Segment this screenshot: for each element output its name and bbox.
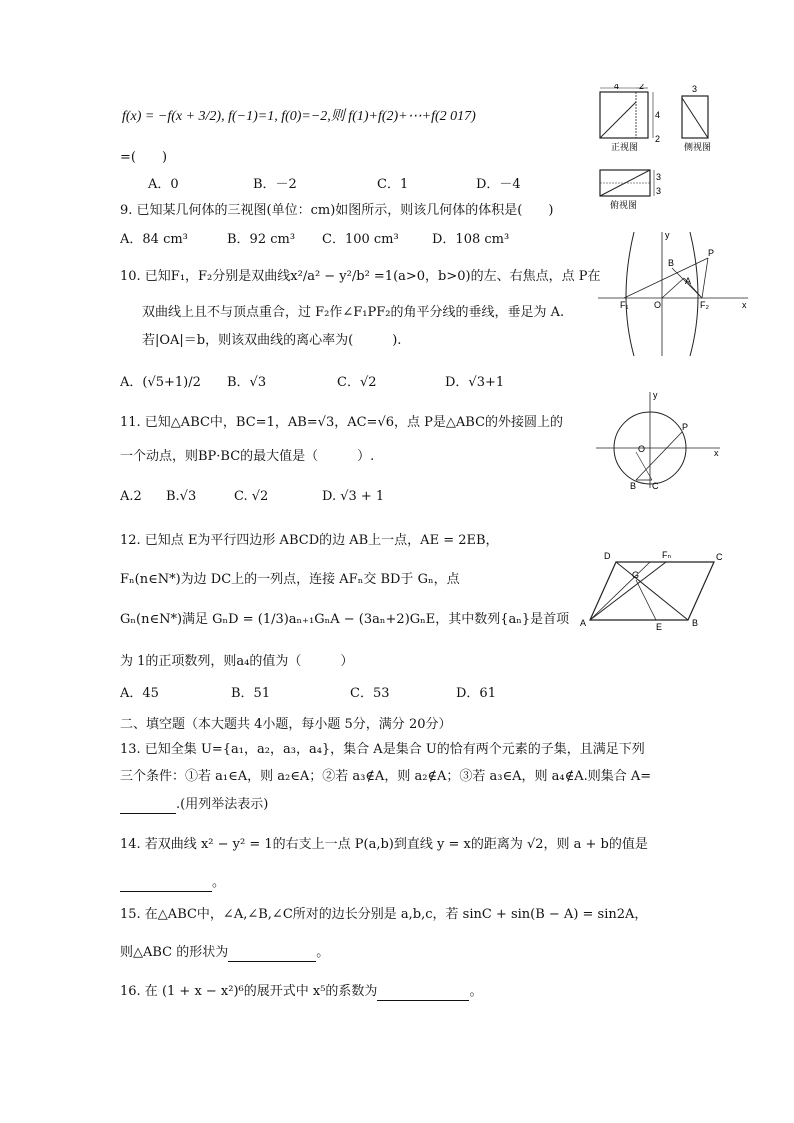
q15-line2-end: 。	[316, 945, 330, 960]
label-o: O	[654, 300, 662, 310]
hyperbola-figure	[596, 228, 752, 358]
q15-answer-blank[interactable]	[228, 947, 316, 962]
circle-label-o: O	[638, 444, 646, 454]
pg-label-b: B	[692, 618, 699, 628]
dim-top-a: 4	[614, 84, 620, 91]
q13-line2: 三个条件：①若 a₁∈A，则 a₂∈A；②若 a₃∉A，则 a₂∉A；③若 a₃∈A，则 a₄∉A.则集合 A=	[120, 769, 652, 784]
label-x: x	[742, 300, 747, 310]
q15-line1: 15. 在△ABC中，∠A,∠B,∠C所对的边长分别是 a,b,c，若 sinC + sin(B − A) = sin2A，	[120, 907, 648, 922]
q16-line1-end: 。	[469, 984, 483, 999]
q12-line4: 为 1的正项数列，则a₄的值为（ ）	[120, 654, 354, 669]
q15-line2-wrap	[120, 944, 329, 962]
q14-line2-wrap	[120, 874, 225, 892]
q16-answer-blank[interactable]	[377, 986, 469, 1001]
three-view-figure	[596, 84, 736, 214]
q14-line1: 14. 若双曲线 x² − y² = 1的右支上一点 P(a,b)到直线 y = x的距离为 √2，则 a + b的值是	[120, 837, 648, 852]
q8-stem-text: f(x) = −f(x + 3/2), f(−1)=1, f(0)=−2,则 f(1)+f(2)+⋯+f(2 017)	[122, 109, 476, 124]
q13-line1: 13. 已知全集 U={a₁，a₂，a₃，a₄}，集合 A是集合 U的恰有两个元素的子集，且满足下列	[120, 742, 645, 757]
pg-label-d: D	[604, 551, 611, 561]
q8-option-d: D．－4	[476, 177, 521, 192]
q9-option-d: D．108 cm³	[432, 232, 510, 247]
dim-right-b: 2	[655, 134, 661, 144]
q8-option-a: A．0	[148, 177, 179, 192]
q9-stem: 9. 已知某几何体的三视图(单位：cm)如图所示，则该几何体的体积是( )	[120, 203, 554, 218]
q10-line2: 双曲线上且不与顶点重合，过 F₂作∠F₁PF₂的角平分线的垂线，垂足为 A.	[142, 305, 565, 320]
q11-option-d: D. √3 + 1	[322, 489, 385, 504]
dim-right-a: 4	[655, 110, 661, 120]
q12-line1: 12. 已知点 E为平行四边形 ABCD的边 AB上一点，AE = 2EB，	[120, 533, 499, 548]
circle-label-c: C	[652, 481, 659, 490]
pg-label-fn: Fₙ	[662, 550, 672, 560]
label-p: P	[708, 248, 715, 258]
q12-line2: Fₙ(n∈N*)为边 DC上的一列点，连接 AFₙ交 BD于 Gₙ，点	[120, 572, 460, 587]
q8-option-b: B．－2	[253, 177, 297, 192]
label-f2: F₂	[700, 300, 709, 310]
pg-label-e: E	[656, 622, 663, 630]
q16-line1: 16. 在 (1 + x − x²)⁶的展开式中 x⁵的系数为	[120, 984, 378, 999]
q15-line2: 则△ABC 的形状为	[120, 945, 229, 960]
q12-option-b: B．51	[231, 686, 271, 701]
label-a: A	[685, 276, 692, 286]
q9-option-a: A．84 cm³	[120, 232, 188, 247]
q13-line3-wrap	[120, 796, 268, 814]
q12-option-a: A．45	[120, 686, 159, 701]
q10-line3: 若|OA|＝b，则该双曲线的离心率为( ).	[142, 333, 402, 348]
pg-label-c: C	[716, 552, 723, 562]
dim-top-b: 2	[639, 84, 645, 91]
q10-option-d: D．√3+1	[445, 375, 505, 390]
q12-option-d: D．61	[456, 686, 496, 701]
q9-option-b: B．92 cm³	[227, 232, 296, 247]
q10-option-c: C．√2	[337, 375, 377, 390]
dim-topview-a: 3	[656, 172, 662, 182]
side-view-label: 侧视图	[684, 142, 712, 152]
dim-topview-b: 3	[656, 186, 662, 196]
q11-option-b: B.√3	[166, 489, 197, 504]
q11-line2: 一个动点，则BP·BC的最大值是（ ）.	[120, 449, 375, 464]
q8-option-c: C．1	[377, 177, 409, 192]
label-b: B	[668, 258, 675, 268]
q14-answer-blank[interactable]	[120, 877, 212, 892]
front-view-label: 正视图	[611, 142, 639, 152]
q14-line2: 。	[212, 875, 226, 890]
dim-side-w: 3	[692, 84, 698, 94]
circle-figure	[596, 390, 726, 490]
q10-line1: 10. 已知F₁，F₂分别是双曲线x²/a² − y²/b² =1(a>0，b>0)的左、右焦点，点 P在	[120, 269, 601, 284]
circle-label-y: y	[653, 390, 658, 400]
q9-option-c: C．100 cm³	[322, 232, 399, 247]
label-f1: F₁	[620, 300, 629, 310]
q11-option-a: A.2	[120, 489, 142, 504]
q12-option-c: C．53	[350, 686, 390, 701]
top-view-label: 俯视图	[610, 200, 638, 210]
circle-label-b: B	[630, 481, 637, 490]
q10-option-b: B．√3	[227, 375, 267, 390]
circle-label-x: x	[714, 448, 719, 458]
q11-option-c: C. √2	[234, 489, 269, 504]
parallelogram-figure	[578, 548, 728, 630]
circle-label-p: P	[682, 422, 689, 432]
q10-option-a: A．(√5+1)/2	[120, 375, 201, 390]
label-y: y	[665, 230, 670, 240]
q13-answer-blank[interactable]	[120, 799, 176, 814]
q8-tail: =( )	[120, 150, 168, 165]
section-2-title: 二、填空题（本大题共 4小题，每小题 5分，满分 20分）	[120, 717, 452, 732]
q13-line3: .(用列举法表示)	[176, 797, 269, 812]
pg-label-a: A	[580, 618, 587, 628]
q16-line1-wrap	[120, 983, 482, 1001]
pg-label-g: G	[632, 570, 640, 580]
q8-stem	[122, 108, 476, 126]
q11-line1: 11. 已知△ABC中，BC=1，AB=√3，AC=√6，点 P是△ABC的外接圆上的	[120, 415, 564, 430]
q12-line3: Gₙ(n∈N*)满足 GₙD = (1/3)aₙ₊₁GₙA − (3aₙ+2)GₙE，其中数列{aₙ}是首项	[120, 612, 570, 627]
